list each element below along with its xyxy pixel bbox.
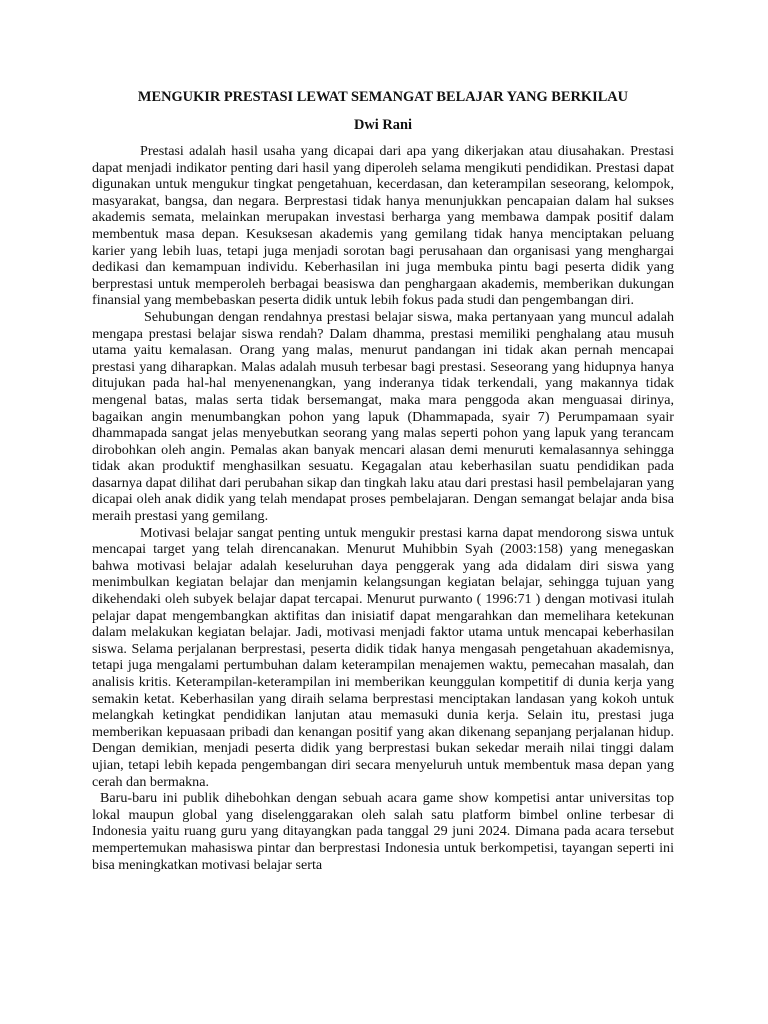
document-body: [92, 143, 674, 873]
paragraph: Motivasi belajar sangat penting untuk mengukir prestasi karna dapat mendorong siswa untuk mencapai target yang telah direncanakan. Menurut Muhibbin Syah (2003:158) yang menegaskan bahwa motivasi belajar adalah keseluruhan daya penggerak yang ada didalam diri siswa yang menimbulkan kegiatan belajar dan menjamin kelangsungan kegiatan belajar, sehingga tujuan yang dikehendaki oleh subyek belajar dapat tercapai. Menurut purwanto ( 1996:71 ) dengan motivasi itulah pelajar dapat mengembangkan aktifitas dan inisiatif dapat mengarahkan dan memelihara ketekunan dalam melakukan kegiatan belajar. Jadi, motivasi menjadi faktor utama untuk mencapai keberhasilan siswa. Selama perjalanan berprestasi, peserta didik tidak hanya mengasah pengetahuan akademisnya, tetapi juga mengalami pertumbuhan dalam keterampilan menajemen waktu, pemecahan masalah, dan analisis kritis. Keterampilan-keterampilan ini memberikan keunggulan kompetitif di dunia kerja yang semakin ketat. Keberhasilan yang diraih selama berprestasi menciptakan landasan yang kokoh untuk melangkah ketingkat pendidikan lanjutan atau memasuki dunia kerja. Selain itu, prestasi juga memberikan kepuasaan pribadi dan kenangan positif yang akan dikenang sepanjang perjalanan hidup. Dengan demikian, menjadi peserta didik yang berprestasi bukan sekedar meraih nilai tinggi dalam ujian, tetapi lebih kepada pengembangan diri secara menyeluruh untuk membentuk masa depan yang cerah dan bermakna.: [92, 524, 674, 790]
document-title: MENGUKIR PRESTASI LEWAT SEMANGAT BELAJAR YANG BERKILAU: [137, 89, 629, 105]
paragraph: Baru-baru ini publik dihebohkan dengan sebuah acara game show kompetisi antar universitas top lokal maupun global yang diselenggarakan oleh salah satu platform bimbel online terbesar di Indonesia yaitu ruang guru yang ditayangkan pada tanggal 29 juni 2024. Dimana pada acara tersebut mempertemukan mahasiswa pintar dan berprestasi Indonesia untuk berkompetisi, tayangan seperti ini bisa meningkatkan motivasi belajar serta: [92, 790, 674, 873]
document-page: [92, 87, 674, 873]
paragraph: Prestasi adalah hasil usaha yang dicapai dari apa yang dikerjakan atau diusahakan. Prestasi dapat menjadi indikator penting dari hasil yang diperoleh selama mengikuti pendidikan. Prestasi dapat digunakan untuk mengukur tingkat pengetahuan, kecerdasan, dan keterampilan seseorang, kelompok, masyarakat, bangsa, dan negara. Berprestasi tidak hanya menunjukkan pencapaian dalam hal sukses akademis semata, melainkan merupakan investasi berharga yang membawa dampak positif dalam membentuk masa depan. Kesuksesan akademis yang gemilang tidak hanya menciptakan peluang karier yang lebih luas, tetapi juga menjadi sorotan bagi perusahaan dan organisasi yang menghargai dedikasi dan kemampuan individu. Keberhasilan ini juga membuka pintu bagi peserta didik yang berprestasi untuk memperoleh berbagai beasiswa dan penghargaan akademis, memberikan dukungan finansial yang membebaskan peserta didik untuk lebih fokus pada studi dan pengembangan diri.: [92, 143, 674, 309]
author-name: Dwi Rani: [354, 117, 412, 133]
paragraph: Sehubungan dengan rendahnya prestasi belajar siswa, maka pertanyaan yang muncul adalah mengapa prestasi belajar siswa rendah? Dalam dhamma, prestasi memiliki penghalang atau musuh utama yaitu kemalasan. Orang yang malas, menurut pandangan ini tidak akan pernah mencapai prestasi yang diharapkan. Malas adalah musuh terbesar bagi prestasi. Seseorang yang hidupnya hanya ditujukan pada hal-hal menyenenangkan, yang inderanya tidak terkendali, yang makannya tidak mengenal batas, malas serta tidak bersemangat, maka mara penggoda akan menguasai dirinya, bagaikan angin menumbangkan pohon yang lapuk (Dhammapada, syair 7) Perumpamaan syair dhammapada sangat jelas menyebutkan seorang yang malas seperti pohon yang lapuk yang terancam dirobohkan oleh angin. Pemalas akan banyak mencari alasan demi menuruti kemalasannya sehingga tidak akan produktif menghasilkan sesuatu. Kegagalan atau keberhasilan suatu pendidikan pada dasarnya dapat dilihat dari perubahan sikap dan tingkah laku atau dari prestasi hasil pembelajaran yang dicapai oleh anak didik yang telah mendapat proses pembelajaran. Dengan semangat belajar anda bisa meraih prestasi yang gemilang.: [92, 308, 674, 525]
